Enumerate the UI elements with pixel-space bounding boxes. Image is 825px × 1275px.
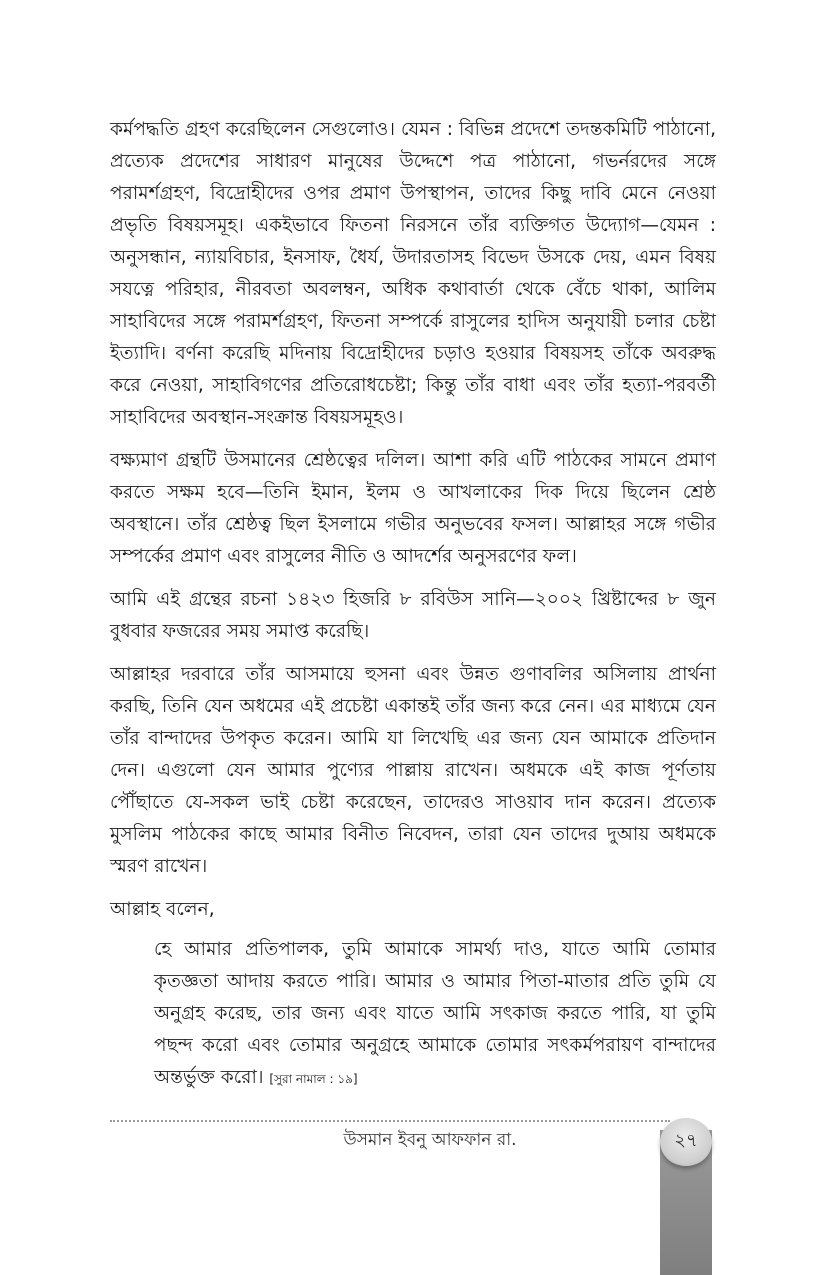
running-footer-title: উসমান ইবনু আফফান রা. [343,1130,517,1150]
quote-reference: [সুরা নামাল : ১৯] [269,1072,358,1086]
footer-divider [110,1120,670,1122]
paragraph-3: আমি এই গ্রন্থের রচনা ১৪২৩ হিজরি ৮ রবিউস সানি—২০০২ খ্রিষ্টাব্দের ৮ জুন বুধবার ফজরের সময় সমাপ্ত করেছি। [110,589,716,642]
page-body [110,114,716,1095]
quote-text: হে আমার প্রতিপালক, তুমি আমাকে সামর্থ্য দাও, যাতে আমি তোমার কৃতজ্ঞতা আদায় করতে পারি। আমার ও আমার পিতা-মাতার প্রতি তুমি যে অনুগ্রহ করেছ, তার জন্য এবং যাতে আমি সৎকাজ করতে পারি, যা তুমি পছন্দ করো এবং তোমার অনুগ্রহে আমাকে তোমার সৎকর্মপরায়ণ বান্দাদের অন্তর্ভুক্ত করো। [154,939,716,1088]
paragraph-1: কর্মপদ্ধতি গ্রহণ করেছিলেন সেগুলোও। যেমন : বিভিন্ন প্রদেশে তদন্তকমিটি পাঠানো, প্রত্যেক প্রদেশের সাধারণ মানুষের উদ্দেশে পত্র পাঠানো, গভর্নরদের সঙ্গে পরামর্শগ্রহণ, বিদ্রোহীদের ওপর প্রমাণ উপস্থাপন, তাদের কিছু দাবি মেনে নেওয়া প্রভৃতি বিষয়সমূহ। একইভাবে ফিতনা নিরসনে তাঁর ব্যক্তিগত উদ্যোগ—যেমন : অনুসন্ধান, ন্যায়বিচার, ইনসাফ, ধৈর্য, উদারতাসহ বিভেদ উসকে দেয়, এমন বিষয় সযত্নে পরিহার, নীরবতা অবলম্বন, অধিক কথাবার্তা থেকে বেঁচে থাকা, আলিম সাহাবিদের সঙ্গে পরামর্শগ্রহণ, ফিতনা সম্পর্কে রাসুলের হাদিস অনুযায়ী চলার চেষ্টা ইত্যাদি। বর্ণনা করেছি মদিনায় বিদ্রোহীদের চড়াও হওয়ার বিষয়সহ তাঁকে অবরুদ্ধ করে নেওয়া, সাহাবিগণের প্রতিরোধচেষ্টা; কিন্তু তাঁর বাধা এবং তাঁর হত্যা-পরবর্তী সাহাবিদের অবস্থান-সংক্রান্ত বিষয়সমূহও। [110,119,716,428]
quran-quote [154,934,716,1095]
page-number: ২৭ [660,1118,712,1166]
paragraph-2: বক্ষ্যমাণ গ্রন্থটি উসমানের শ্রেষ্ঠত্বের দলিল। আশা করি এটি পাঠকের সামনে প্রমাণ করতে সক্ষম হবে—তিনি ইমান, ইলম ও আখলাকের দিক দিয়ে ছিলেন শ্রেষ্ঠ অবস্থানে। তাঁর শ্রেষ্ঠত্ব ছিল ইসলামে গভীর অনুভবের ফসল। আল্লাহর সঙ্গে গভীর সম্পর্কের প্রমাণ এবং রাসুলের নীতি ও আদর্শের অনুসরণের ফল। [110,450,716,567]
paragraph-4: আল্লাহর দরবারে তাঁর আসমায়ে হুসনা এবং উন্নত গুণাবলির অসিলায় প্রার্থনা করছি, তিনি যেন অধমের এই প্রচেষ্টা একান্তই তাঁর জন্য করে নেন। এর মাধ্যমে যেন তাঁর বান্দাদের উপকৃত করেন। আমি যা লিখেছি এর জন্য যেন আমাকে প্রতিদান দেন। এগুলো যেন আমার পুণ্যের পাল্লায় রাখেন। অধমকে এই কাজ পূর্ণতায় পৌঁছাতে যে-সকল ভাই চেষ্টা করেছেন, তাদেরও সাওয়াব দান করেন। প্রত্যেক মুসলিম পাঠকের কাছে আমার বিনীত নিবেদন, তারা যেন তাদের দুআয় অধমকে স্মরণ রাখেন। [110,664,716,877]
quote-intro: আল্লাহ বলেন, [110,899,215,920]
